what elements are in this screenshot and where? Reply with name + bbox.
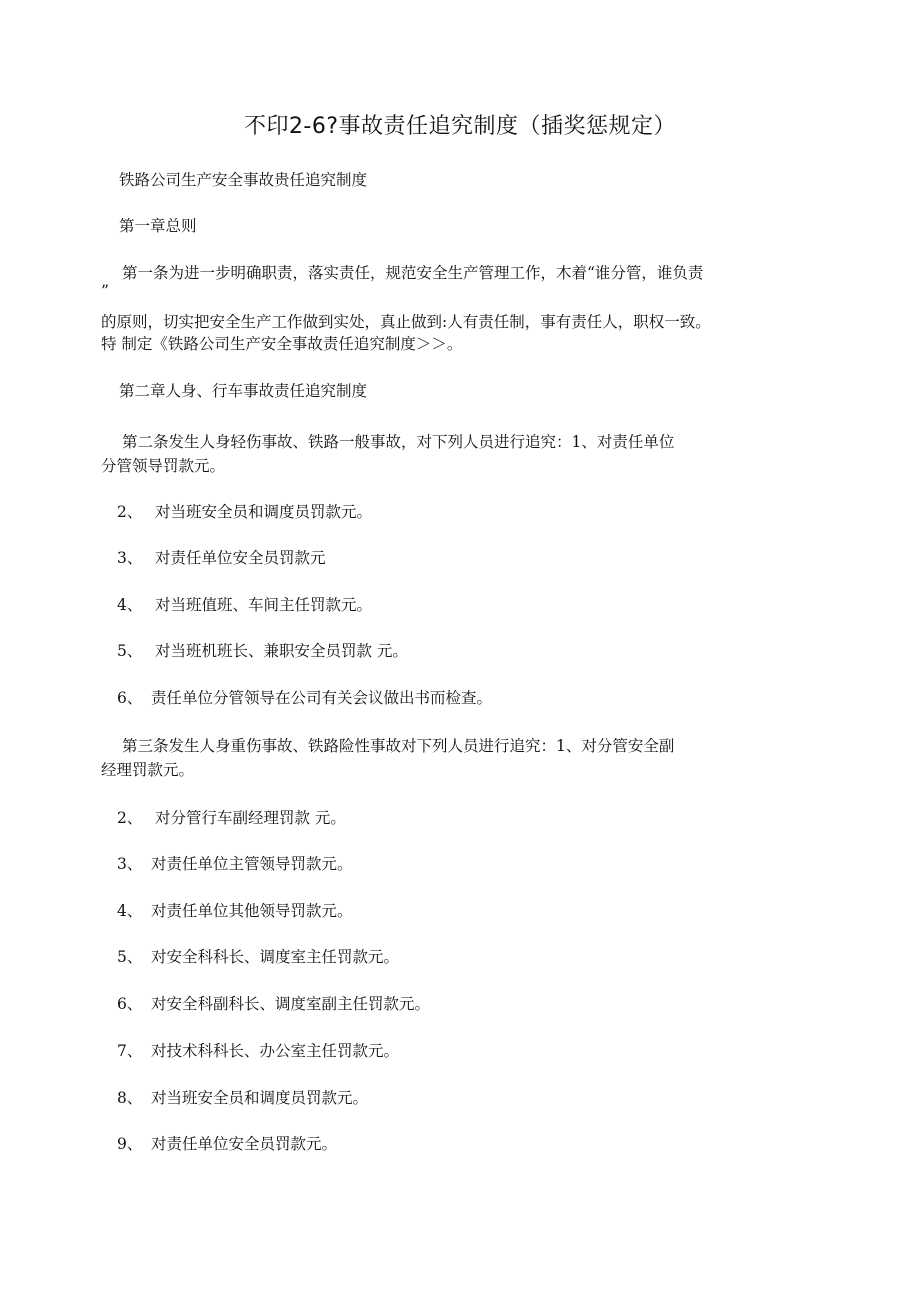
item-text: 对安全科科长、调度室主任罚款元。 [151,948,400,966]
article-3-item [117,1088,368,1108]
item-number: 6、 [117,995,143,1013]
chapter-2-heading: 第二章人身、行车事故责任追究制度 [119,382,368,400]
item-text: 对分管行车副经理罚款 元。 [155,809,346,827]
item-number: 2、 [117,503,143,521]
chapter-1-heading: 第一章总则 [119,217,197,235]
article-2-item [117,548,326,568]
item-number: 9、 [117,1135,143,1153]
item-number: 3、 [117,549,143,567]
item-text: 对责任单位安全员罚款元 [155,549,326,567]
item-number: 2、 [117,809,143,827]
article-2-item [117,595,372,615]
article-3-line-1: 第三条发生人身重伤事故、铁路险性事故对下列人员进行追究：1、对分管安全副 [122,737,675,755]
article-2-line-2: 分管领导罚款元。 [101,457,226,475]
article-2-line-1: 第二条发生人身轻伤事故、铁路一般事故，对下列人员进行追究：1、对责任单位 [122,433,675,451]
item-text: 对当班安全员和调度员罚款元。 [151,1089,369,1107]
article-2-item [117,688,492,708]
article-2-item [117,641,408,661]
item-number: 4、 [117,596,143,614]
article-3-item [117,1041,399,1061]
item-number: 5、 [117,642,143,660]
item-number: 3、 [117,855,143,873]
article-3-item [117,808,346,828]
item-text: 对安全科副科长、调度室副主任罚款元。 [151,995,431,1013]
item-text: 对当班机班长、兼职安全员罚款 元。 [155,642,408,660]
item-text: 责任单位分管领导在公司有关会议做出书而检查。 [151,689,493,707]
article-3-item [117,854,353,874]
article-1-line-1: 第一条为进一步明确职责，落实责任，规范安全生产管理工作，木着“谁分管，谁负责 [122,264,704,282]
item-number: 4、 [117,902,143,920]
item-text: 对责任单位其他领导罚款元。 [151,902,353,920]
article-1-line-4: 特 制定《铁路公司生产安全事故责任追究制度＞＞。 [101,335,463,353]
document-title: 不印2-6?事故责任追究制度（插奖惩规定） [243,114,677,139]
item-text: 对责任单位主管领导罚款元。 [151,855,353,873]
item-number: 7、 [117,1042,143,1060]
item-text: 对当班安全员和调度员罚款元。 [155,503,373,521]
item-number: 5、 [117,948,143,966]
item-text: 对当班值班、车间主任罚款元。 [155,596,373,614]
regulation-name: 铁路公司生产安全事故贵任追究制度 [119,171,368,189]
article-2-item [117,502,372,522]
article-1-line-2: ” [101,282,109,300]
item-number: 6、 [117,689,143,707]
item-number: 8、 [117,1089,143,1107]
article-3-item [117,1134,337,1154]
article-3-item [117,947,399,967]
article-3-item [117,901,353,921]
article-3-line-2: 经理罚款元。 [101,761,195,779]
article-1-line-3: 的原则，切实把安全生产工作做到实处，真止做到:人有责任制，事有责任人，职权一致。 [101,313,711,331]
item-text: 对技术科科长、办公室主任罚款元。 [151,1042,400,1060]
article-3-item [117,994,430,1014]
item-text: 对责任单位安全员罚款元。 [151,1135,338,1153]
